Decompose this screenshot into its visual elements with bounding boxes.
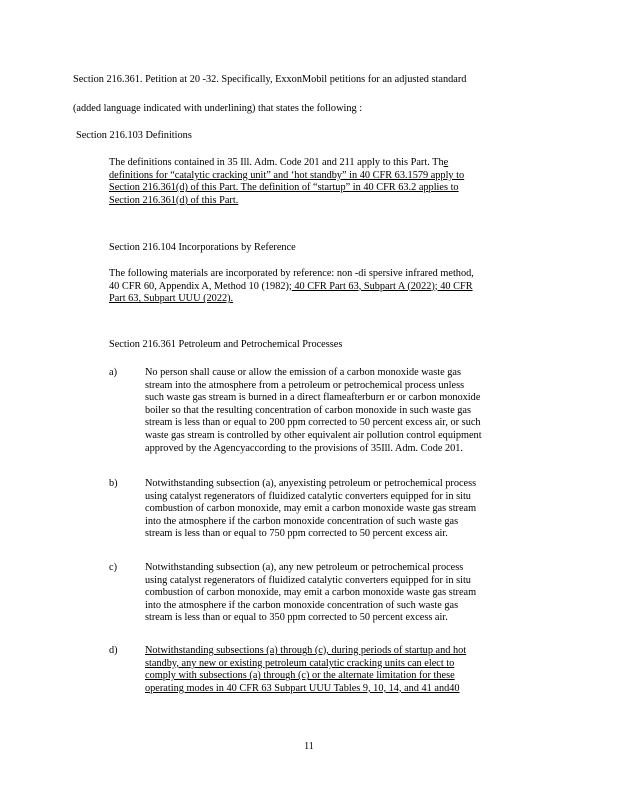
body-line: into the atmosphere if the carbon monoxide concentration of such waste gas [145,599,459,611]
underlined-span: e [443,157,449,168]
underlined-span: Section 216.361(d) of this Part. [109,194,239,206]
body-line: operating modes in 40 CFR 63 Subpart UUU Tables 9, 10, 14, and 41 and40 [145,682,460,694]
body-line: comply with subsections (a) through (c) or the alternate limitation for these [145,670,455,682]
item-d-body [145,645,466,695]
text-span: The definitions contained in 35 Ill. Adm. Code 201 and 211 apply to this Part. Th [109,157,444,168]
body-line: stream into the atmosphere from a petroleum or petrochemical process unless [145,379,465,391]
body-line: combustion of carbon monoxide, may emit a carbon monoxide waste gas stream [145,503,477,515]
body-line: Notwithstanding subsection (a), any new petroleum or petrochemical process [145,562,464,573]
item-c-body [145,562,476,625]
page-number: 11 [304,741,314,752]
body-line [109,170,464,183]
text-span: 40 CFR 60, Appendix A, Method 10 (1982); [109,280,292,292]
body-line: stream is less than or equal to 200 ppm corrected to 50 percent excess air, or such [145,417,481,429]
body-line [109,195,464,208]
item-label-b: b) [109,478,118,489]
body-line: Notwithstanding subsections (a) through (c), during periods of startup and hot [145,645,467,656]
underlined-span: definitions for “catalytic cracking unit” and ‘hot standby” in 40 CFR 63.1579 apply to [109,169,465,181]
underlined-span: Section 216.361(d) of this Part. The definition of “startup” in 40 CFR 63.2 applies to [109,182,459,194]
item-b-body [145,478,476,541]
body-line: stream is less than or equal to 750 ppm corrected to 50 percent excess air. [145,528,448,540]
underlined-span: 40 CFR Part 63, Subpart A (2022); 40 CFR [291,280,473,292]
section-216-361-heading: Section 216.361 Petroleum and Petrochemical Processes [109,339,343,350]
body-line: using catalyst regenerators of fluidized catalytic converters equipped for in situ [145,574,471,586]
item-label-a: a) [109,367,117,378]
body-line: stream is less than or equal to 350 ppm corrected to 50 percent excess air. [145,612,448,624]
body-line [109,268,474,281]
section-216-104-body [109,268,474,306]
section-216-104-heading: Section 216.104 Incorporations by Reference [109,242,296,253]
body-line: such waste gas stream is burned in a direct flameafterburn er or carbon monoxide [145,392,481,404]
body-line: boiler so that the resulting concentration of carbon monoxide in such waste gas [145,404,471,416]
item-a-body [145,367,482,455]
body-line: standby, any new or existing petroleum catalytic cracking units can elect to [145,657,455,669]
underlined-span: Part 63, Subpart UUU (2022). [109,293,234,305]
body-line: Notwithstanding subsection (a), anyexisting petroleum or petrochemical process [145,478,477,489]
body-line [109,293,474,306]
body-line: into the atmosphere if the carbon monoxide concentration of such waste gas [145,515,459,527]
intro-line-2: (added language indicated with underlining) that states the following : [73,103,363,114]
intro-line-1: Section 216.361. Petition at 20 -32. Specifically, ExxonMobil petitions for an adjusted standard [73,74,467,85]
body-line [109,281,474,294]
body-line: waste gas stream is controlled by other equivalent air pollution control equipment [145,429,482,441]
section-216-103-body [109,157,464,207]
body-line: approved by the Agencyaccording to the provisions of 35Ill. Adm. Code 201. [145,442,464,454]
item-label-d: d) [109,645,118,656]
body-line: No person shall cause or allow the emission of a carbon monoxide waste gas [145,367,461,378]
body-line [109,157,464,170]
text-span: The following materials are incorporated by reference: non -di spersive infrared method, [109,268,474,279]
body-line: using catalyst regenerators of fluidized catalytic converters equipped for in situ [145,490,471,502]
body-line [109,182,464,195]
section-216-103-heading: Section 216.103 Definitions [76,130,192,141]
body-line: combustion of carbon monoxide, may emit a carbon monoxide waste gas stream [145,587,477,599]
item-label-c: c) [109,562,117,573]
